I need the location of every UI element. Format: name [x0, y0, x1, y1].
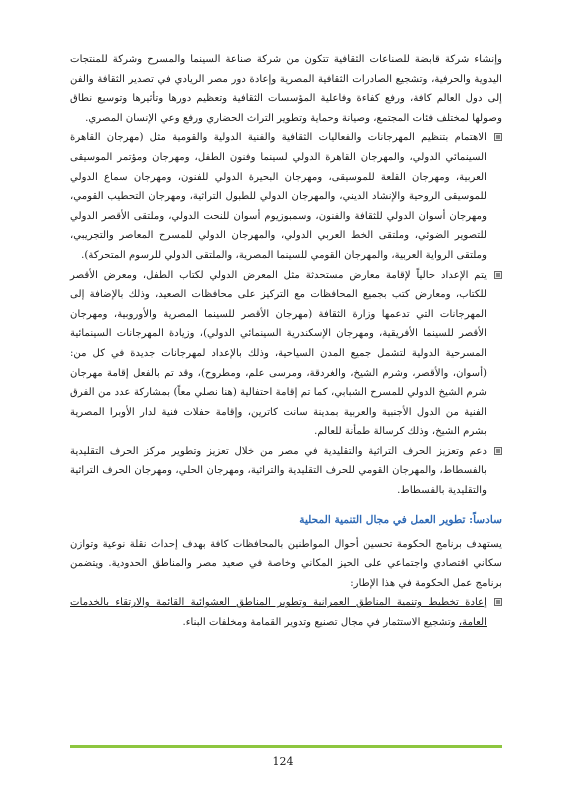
footer-divider: [70, 745, 502, 748]
bullet-icon: [494, 133, 502, 141]
list-item: [70, 442, 502, 501]
bullet-icon: [494, 447, 502, 455]
bullet-icon: [494, 271, 502, 279]
page-content: [70, 50, 502, 633]
list-item: [70, 266, 502, 442]
bullet-text: الاهتمام بتنظيم المهرجانات والفعاليات الثقافية والفنية الدولية والقومية مثل (مهرجان القاهرة السينمائي الدولي، والمهرجان القاهرة الدولي لسينما وفنون الطفل، ومهرجان ومؤتمر الموسيقى العربية، ومهرجان القلعة للموسيقى، ومهرجان البحيرة الدولي للفنون، ومهرجان سماع الدولي للموسيقى الروحية والإنشاد الديني، والمهرجان الدولي للطبول التراثية، ومهرجان التحطيب القومي، ومهرجان أسوان الدولي للثقافة والفنون، وسمبوزيوم أسوان للنحت الدولي، وملتقى الأقصر الدولي للتصوير الضوئي، وملتقى الخط العربي الدولي، والمهرجان الدولي للمسرح المعاصر والتجريبي، وملتقى الرواية العربية، والمهرجان القومي للسينما المصرية، والملتقى الدولي للرسوم المتحركة).: [70, 132, 487, 261]
section-paragraph: يستهدف برنامج الحكومة تحسين أحوال المواطنين بالمحافظات كافة بهدف إحداث نقلة نوعية وتوازن سكاني اقتصادي واجتماعي على الحيز المكاني وخاصة في صعيد مصر والمناطق الحدودية. ويتضمن برنامج عمل الحكومة في هذا الإطار:: [70, 538, 502, 589]
underlined-text: إعادة تخطيط وتنمية المناطق العمرانية وتطوير المناطق العشوائية القائمة والارتقاء بالخدمات العامة،: [70, 597, 487, 629]
bullet-text: يتم الإعداد حالياً لإقامة معارض مستحدثة مثل المعرض الدولي لكتاب الطفل، ومعرض الأقصر للكتاب، ومعارض كتب بجميع المحافظات مع التركيز على محافظات الصعيد، وذلك بالإضافة إلى المهرجانات التي تدعمها وزارة الثقافة (مهرجان الأقصر للسينما المصرية والأوروبية، ومهرجان الأقصر للسينما الأفريقية، ومهرجان الإسكندرية السينمائي الدولي)، وزيادة المهرجانات السينمائية المسرحية الدولية لتشمل جميع المدن السياحية، وذلك بالإعداد لمهرجانات جديدة في كل من: (أسوان، والأقصر، وشرم الشيخ، والغردقة، ومرسى علم، ومطروح)، وقد تم بالفعل إقامة مهرجان شرم الشيخ الدولي للمسرح الشبابي، كما تم إقامة احتفالية (هنا نصلي معاً) بمشاركة عدد من الفرق الفنية من الدول الأجنبية والعربية بمدينة سانت كاترين، وإقامة حفلات فنية لدار الأوبرا المصرية بشرم الشيخ، وذلك كرسالة طمأنة للعالم.: [70, 269, 487, 438]
list-item: [70, 128, 502, 265]
bullet-text: وتشجيع الاستثمار في مجال تصنيع وتدوير القمامة ومخلفات البناء.: [182, 617, 459, 629]
intro-paragraph: وإنشاء شركة قابضة للصناعات الثقافية تتكون من شركة صناعة السينما والمسرح وشركة للمنتجات اليدوية والحرفية، وتشجيع الصادرات الثقافية المصرية وإعادة دور مصر الريادي في تصدير الثقافة والفن إلى دول العالم كافة، ورفع كفاءة وفاعلية المؤسسات الثقافية وتعظيم دورها وتأثيرها وتوسيع نطاق وصولها لمختلف فئات المجتمع، وصيانة وحماية وتطوير التراث الحضاري ورفع وعي الإنسان المصري.: [70, 54, 502, 124]
bullet-icon: [494, 598, 502, 606]
bullet-text: دعم وتعزيز الحرف التراثية والتقليدية في مصر من خلال تعزيز وتطوير مركز الحرف التقليدية بالفسطاط، والمهرجان القومي للحرف التقليدية والتراثية، ومهرجان الحلي، ومهرجان الحرف التراثية والتقليدية بالفسطاط.: [70, 445, 487, 497]
section-heading: سادساً: تطوير العمل في مجال التنمية المحلية: [299, 513, 502, 526]
page-number: 124: [272, 755, 294, 768]
list-item: [70, 593, 502, 632]
